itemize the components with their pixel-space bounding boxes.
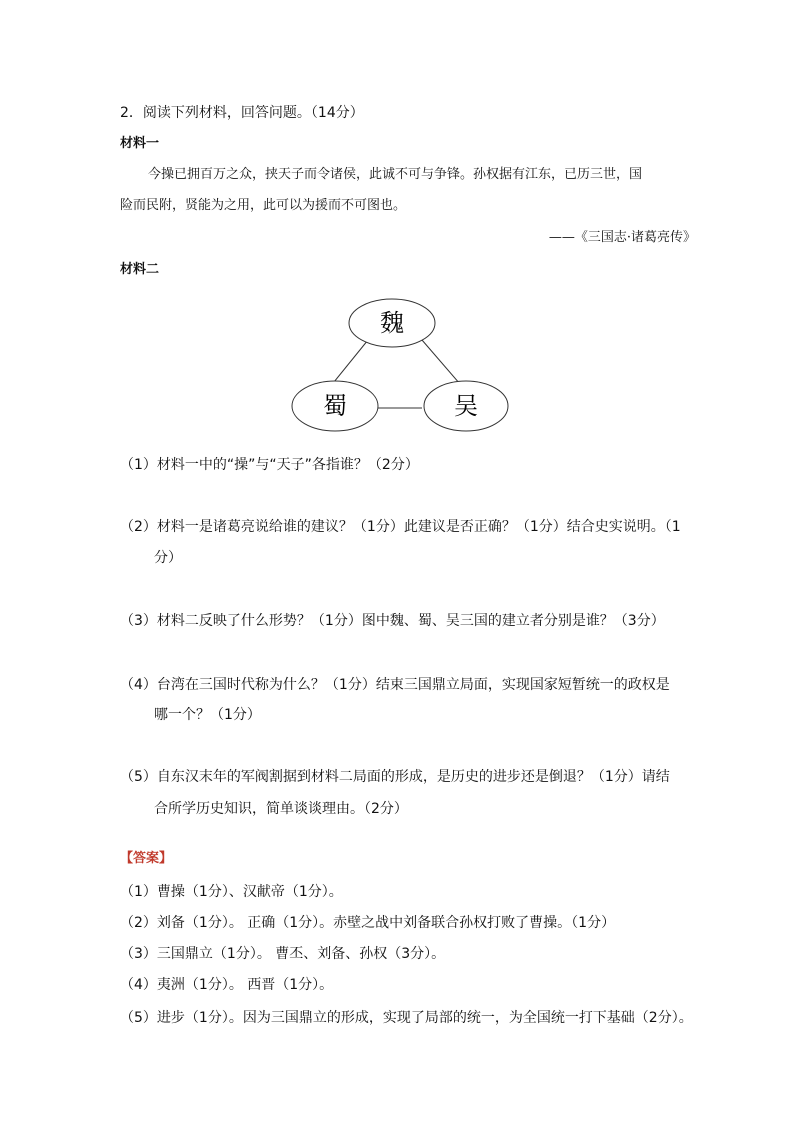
answer-line-5: （5）进步（1分）。因为三国鼎立的形成，实现了局部的统一，为全国统一打下基础（2分）。 bbox=[120, 1010, 693, 1026]
material1-line-1: 今操已拥百万之众，挟天子而令诸侯，此诚不可与争锋。孙权据有江东，已历三世，国 bbox=[148, 167, 643, 182]
subquestion-4-line-2: 哪一个？（1分） bbox=[154, 707, 261, 723]
subquestion-4-line-1: （4）台湾在三国时代称为什么？（1分）结束三国鼎立局面，实现国家短暂统一的政权是 bbox=[120, 677, 670, 693]
material2-label: 材料二 bbox=[120, 262, 160, 277]
node-wu-label: 吴 bbox=[454, 392, 478, 420]
subquestion-5-line-2: 合所学历史知识，简单谈谈理由。（2分） bbox=[154, 801, 408, 817]
answer-line-4: （4）夷洲（1分）。 西晋（1分）。 bbox=[120, 977, 334, 993]
material1-source: ——《三国志·诸葛亮传》 bbox=[548, 230, 696, 245]
subquestion-2-line-2: 分） bbox=[154, 550, 182, 566]
subquestion-3: （3）材料二反映了什么形势？（1分）图中魏、蜀、吴三国的建立者分别是谁？（3分） bbox=[120, 613, 665, 629]
subquestion-5-line-1: （5）自东汉末年的军阀割据到材料二局面的形成，是历史的进步还是倒退？（1分）请结 bbox=[120, 769, 670, 785]
subquestion-1: （1）材料一中的“操”与“天子”各指谁？（2分） bbox=[120, 457, 419, 473]
edge-wei-shu bbox=[334, 340, 368, 382]
answer-label: 【答案】 bbox=[120, 851, 173, 866]
node-shu-label: 蜀 bbox=[323, 392, 347, 420]
node-wei-label: 魏 bbox=[380, 309, 404, 337]
answer-line-1: （1）曹操（1分）、汉献帝（1分）。 bbox=[120, 884, 343, 900]
question-title: 2．阅读下列材料，回答问题。（14分） bbox=[120, 105, 364, 121]
answer-line-2: （2）刘备（1分）。 正确（1分）。赤壁之战中刘备联合孙权打败了曹操。（1分） bbox=[120, 915, 616, 931]
answer-line-3: （3）三国鼎立（1分）。 曹丕、刘备、孙权（3分）。 bbox=[120, 946, 446, 962]
three-kingdoms-diagram bbox=[288, 298, 512, 436]
material1-label: 材料一 bbox=[120, 136, 160, 151]
material1-line-2: 险而民附，贤能为之用，此可以为援而不可图也。 bbox=[120, 198, 407, 213]
edge-wei-wu bbox=[422, 340, 460, 384]
subquestion-2-line-1: （2）材料一是诸葛亮说给谁的建议？（1分）此建议是否正确？（1分）结合史实说明。（1 bbox=[120, 519, 681, 535]
